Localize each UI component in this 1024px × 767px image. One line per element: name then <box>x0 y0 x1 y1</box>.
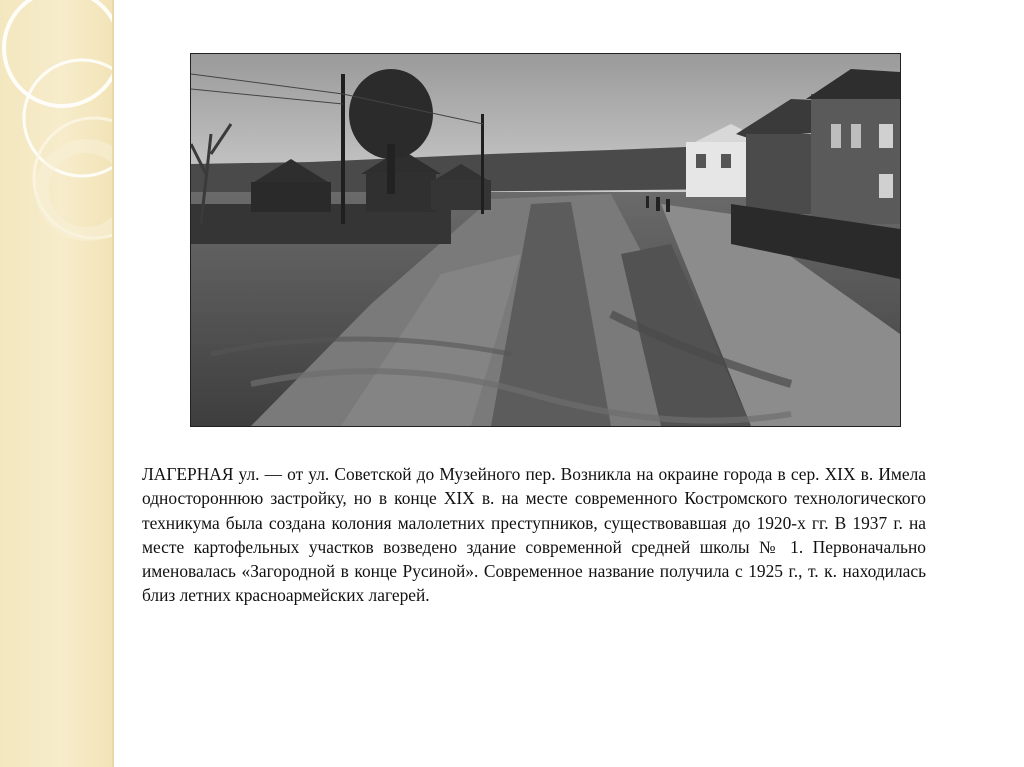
historical-street-photo <box>190 53 901 427</box>
street-photo-icon <box>191 54 900 426</box>
decorative-side-band <box>0 0 112 767</box>
caption-text: ЛАГЕРНАЯ ул. — от ул. Советской до Музейного пер. Возникла на окраине города в сер. XIX в. Имела одностороннюю застройку, но в конце XIX в. на месте современного Костромского технологического техникума была создана колония малолетних преступников, существовавшая до 1920-х гг. В 1937 г. на месте картофельных участков возведено здание современной средней школы № 1. Первоначально именовалась «Загородной в конце Русиной». Современное название получила с 1925 г., т. к. находилась близ летних красноармейских лагерей. <box>142 464 926 606</box>
decorative-rings <box>0 0 112 767</box>
band-divider <box>112 0 114 767</box>
